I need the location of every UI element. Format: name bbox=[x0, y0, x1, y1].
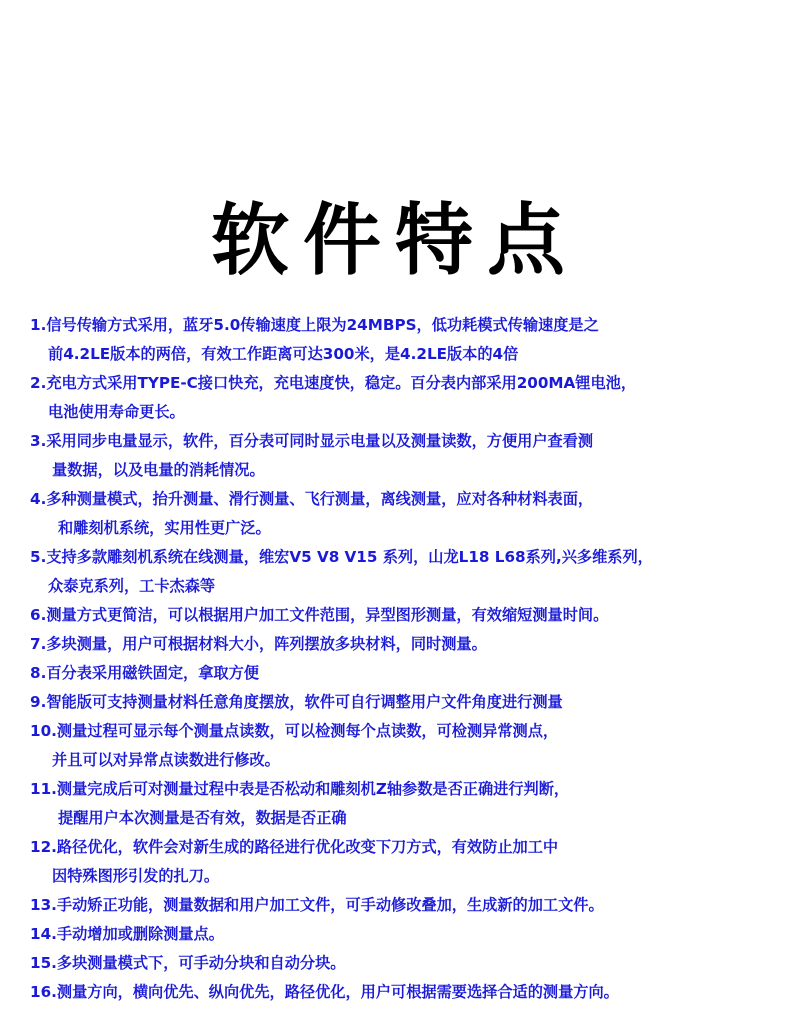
feature-line: 8.百分表采用磁铁固定，拿取方便 bbox=[30, 664, 259, 682]
feature-line: 11.测量完成后可对测量过程中表是否松动和雕刻机Z轴参数是否正确进行判断， bbox=[30, 780, 570, 798]
page-title: 软件特点 bbox=[210, 196, 579, 286]
feature-line: 众泰克系列，工卡杰森等 bbox=[48, 577, 216, 595]
feature-line: 12.路径优化，软件会对新生成的路径进行优化改变下刀方式，有效防止加工中 bbox=[30, 838, 559, 856]
feature-line: 4.多种测量模式，抬升测量、滑行测量、飞行测量，离线测量，应对各种材料表面， bbox=[30, 490, 594, 508]
feature-line: 9.智能版可支持测量材料任意角度摆放，软件可自行调整用户文件角度进行测量 bbox=[30, 693, 563, 711]
feature-list bbox=[30, 311, 775, 1007]
feature-line: 7.多块测量，用户可根据材料大小，阵列摆放多块材料，同时测量。 bbox=[30, 635, 487, 653]
feature-line: 提醒用户本次测量是否有效，数据是否正确 bbox=[58, 809, 347, 827]
feature-line: 和雕刻机系统，实用性更广泛。 bbox=[58, 519, 271, 537]
feature-line: 电池使用寿命更长。 bbox=[48, 403, 185, 421]
feature-line: 6.测量方式更简洁，可以根据用户加工文件范围，异型图形测量，有效缩短测量时间。 bbox=[30, 606, 609, 624]
feature-line: 16.测量方向，横向优先、纵向优先，路径优化，用户可根据需要选择合适的测量方向。 bbox=[30, 983, 619, 1001]
feature-line: 1.信号传输方式采用，蓝牙5.0传输速度上限为24MBPS，低功耗模式传输速度是之 bbox=[30, 316, 599, 334]
feature-line: 13.手动矫正功能，测量数据和用户加工文件，可手动修改叠加，生成新的加工文件。 bbox=[30, 896, 604, 914]
feature-line: 15.多块测量模式下，可手动分块和自动分块。 bbox=[30, 954, 346, 972]
feature-line: 因特殊图形引发的扎刀。 bbox=[52, 867, 220, 885]
feature-line: 5.支持多款雕刻机系统在线测量，维宏V5 V8 V15 系列，山龙L18 L68系列,兴多维系列， bbox=[30, 548, 653, 566]
feature-line: 2.充电方式采用TYPE-C接口快充，充电速度快，稳定。百分表内部采用200MA锂电池， bbox=[30, 374, 637, 392]
feature-line: 10.测量过程可显示每个测量点读数，可以检测每个点读数，可检测异常测点， bbox=[30, 722, 559, 740]
feature-line: 14.手动增加或删除测量点。 bbox=[30, 925, 224, 943]
feature-line: 前4.2LE版本的两倍，有效工作距离可达300米，是4.2LE版本的4倍 bbox=[48, 345, 519, 363]
feature-line: 3.采用同步电量显示，软件，百分表可同时显示电量以及测量读数，方便用户查看测 bbox=[30, 432, 594, 450]
feature-line: 并且可以对异常点读数进行修改。 bbox=[52, 751, 280, 769]
feature-line: 量数据，以及电量的消耗情况。 bbox=[52, 461, 265, 479]
